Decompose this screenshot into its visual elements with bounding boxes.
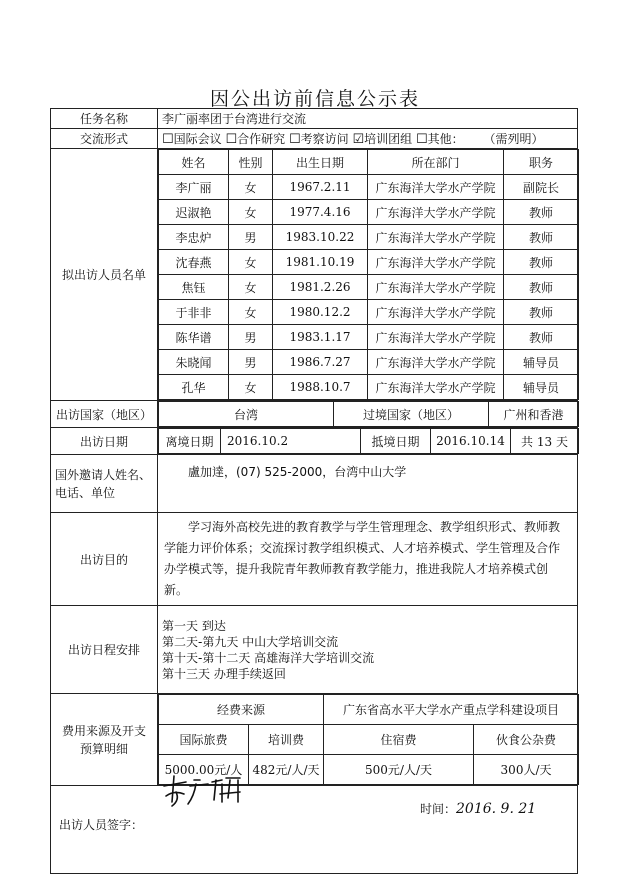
column-header: 所在部门 — [368, 150, 504, 175]
depart-label: 离境日期 — [159, 429, 221, 454]
column-header: 出生日期 — [273, 150, 368, 175]
table-header-row — [159, 150, 579, 175]
budget-value: 482元/人/天 — [249, 755, 324, 785]
column-header: 伙食公杂费 — [474, 725, 579, 755]
checkbox-icon: ☐ — [225, 132, 238, 147]
table-row: 于非非 女 1980.12.2 广东海洋大学水产学院 教师 — [159, 300, 579, 325]
source-label: 经费来源 — [159, 695, 324, 725]
schedule-line: 第十三天 办理手续返回 — [162, 666, 286, 681]
budget-value: 300人/天 — [474, 755, 579, 785]
members-label: 拟出访人员名单 — [51, 149, 158, 401]
signature-row — [51, 786, 578, 874]
column-header: 姓名 — [159, 150, 229, 175]
exchange-note: （需列明） — [483, 132, 544, 146]
exchange-label: 交流形式 — [51, 129, 158, 149]
task-label: 任务名称 — [51, 109, 158, 129]
schedule-lines — [158, 606, 578, 694]
purpose-label: 出访目的 — [51, 513, 158, 606]
table-row: 李广丽 女 1967.2.11 广东海洋大学水产学院 副院长 — [159, 175, 579, 200]
table-row: 沈春燕 女 1981.10.19 广东海洋大学水产学院 教师 — [159, 250, 579, 275]
table-row: 焦钰 女 1981.2.26 广东海洋大学水产学院 教师 — [159, 275, 579, 300]
exchange-option[interactable]: ☐合作研究 — [225, 132, 286, 147]
budget-value: 500元/人/天 — [324, 755, 474, 785]
total-days: 共 13 天 — [511, 429, 579, 454]
table-row: 迟淑艳 女 1977.4.16 广东海洋大学水产学院 教师 — [159, 200, 579, 225]
depart-value: 2016.10.2 — [221, 429, 361, 454]
schedule-line: 第一天 到达 — [162, 618, 226, 633]
members-table — [158, 149, 579, 400]
transit-value: 广州和香港 — [489, 402, 579, 427]
checkbox-checked-icon: ☑ — [352, 132, 365, 147]
schedule-label: 出访日程安排 — [51, 606, 158, 694]
checkbox-icon: ☐ — [416, 132, 428, 147]
signature-date: 时间：2016. 9. 21 — [420, 801, 537, 817]
country-label: 出访国家（地区） — [51, 401, 158, 428]
column-header: 国际旅费 — [159, 725, 249, 755]
members-cell — [158, 149, 578, 401]
checkbox-icon: ☐ — [162, 132, 174, 147]
source-value: 广东省高水平大学水产重点学科建设项目 — [324, 695, 579, 725]
page-title: 因公出访前信息公示表 — [209, 88, 420, 110]
table-row: 孔华 女 1988.10.7 广东海洋大学水产学院 辅导员 — [159, 375, 579, 400]
inviter-value: 盧加達，(07) 525-2000，台湾中山大学 — [158, 455, 578, 513]
schedule-line: 第二天-第九天 中山大学培训交流 — [162, 634, 339, 649]
budget-value: 5000.00元/人 — [159, 755, 249, 785]
budget-label: 费用来源及开支 预算明细 — [51, 694, 158, 786]
inviter-label: 国外邀请人姓名、 电话、单位 — [51, 455, 158, 513]
transit-label: 过境国家（地区） — [334, 402, 489, 427]
column-header: 住宿费 — [324, 725, 474, 755]
handwritten-signature — [160, 772, 250, 808]
table-row: 李忠炉 男 1983.10.22 广东海洋大学水产学院 教师 — [159, 225, 579, 250]
table-row: 陈华谱 男 1983.1.17 广东海洋大学水产学院 教师 — [159, 325, 579, 350]
exchange-option[interactable]: ☐考察访问 — [289, 132, 349, 147]
signature-label: 出访人员签字： — [59, 818, 144, 832]
exchange-option[interactable]: ☐国际会议 — [162, 132, 222, 147]
column-header: 培训费 — [249, 725, 324, 755]
exchange-option[interactable]: ☐其他： — [416, 132, 464, 147]
return-value: 2016.10.14 — [431, 429, 511, 454]
schedule-line: 第十天-第十二天 高雄海洋大学培训交流 — [162, 650, 375, 665]
task-value: 李广丽率团于台湾进行交流 — [158, 109, 578, 129]
table-row: 朱晓闻 男 1986.7.27 广东海洋大学水产学院 辅导员 — [159, 350, 579, 375]
checkbox-icon: ☐ — [289, 132, 301, 147]
info-form — [50, 108, 578, 874]
return-label: 抵境日期 — [361, 429, 431, 454]
country-value: 台湾 — [159, 402, 334, 427]
column-header: 性别 — [229, 150, 273, 175]
column-header: 职务 — [504, 150, 579, 175]
dates-label: 出访日期 — [51, 428, 158, 455]
purpose-text: 学习海外高校先进的教育教学与学生管理理念、教学组织形式、教师教学能力评价体系；交流探讨教学组织模式、人才培养模式、学生管理及合作办学模式等，提升我院青年教师教育教学能力，推进我院人才培养模式创新。 — [158, 513, 578, 606]
exchange-option[interactable]: ☑培训团组 — [352, 132, 413, 147]
exchange-options — [158, 129, 578, 149]
